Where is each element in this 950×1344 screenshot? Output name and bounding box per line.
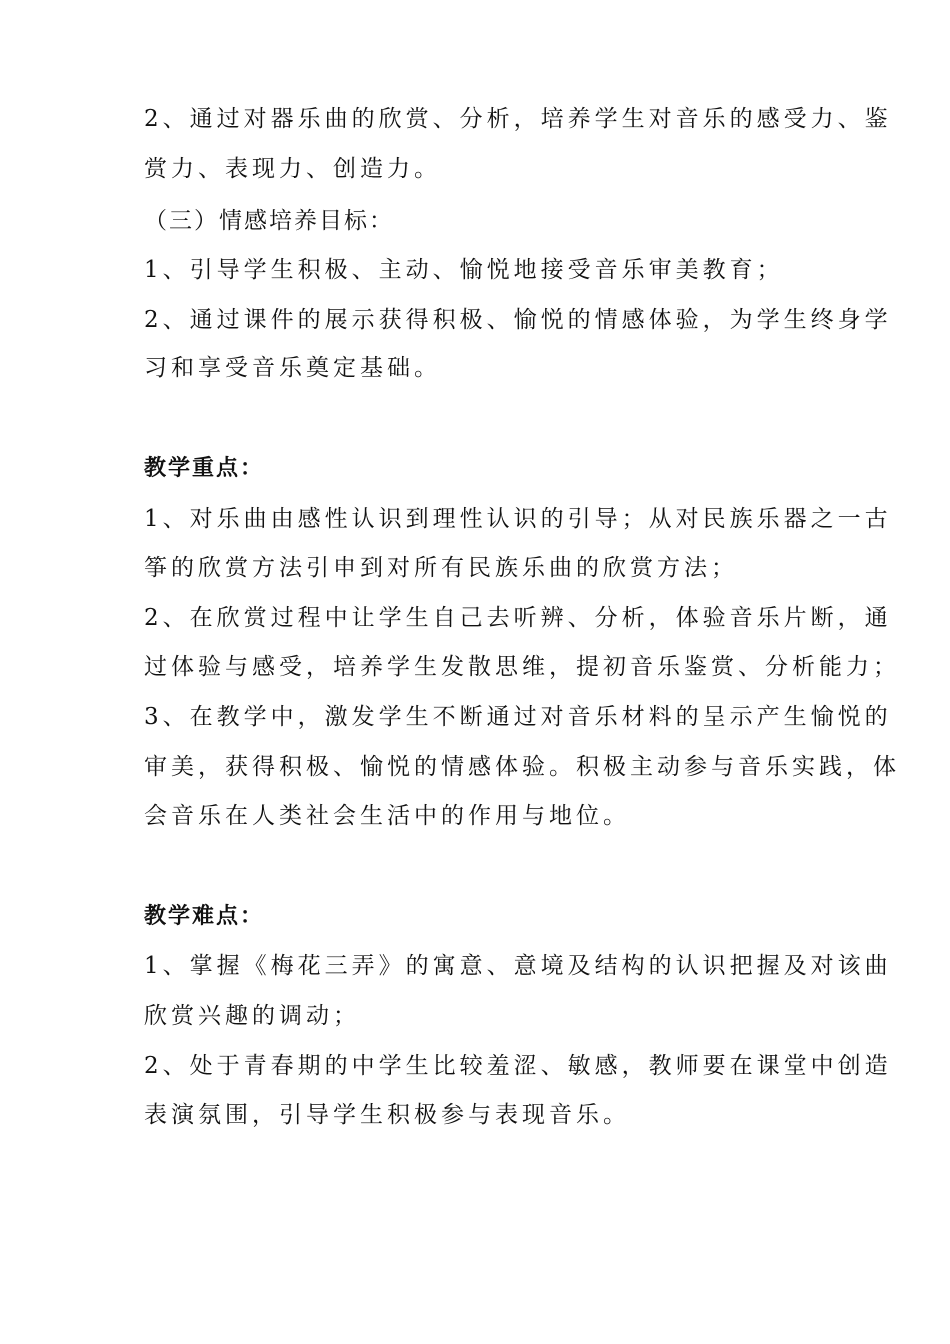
emotion-item-2-line-1: 2、通过课件的展示获得积极、愉悦的情感体验，为学生终身学 — [144, 307, 892, 333]
difficult-point-1-line-1: 1、掌握《梅花三弄》的寓意、意境及结构的认识把握及对该曲 — [144, 953, 892, 979]
key-point-2-line-1: 2、在欣赏过程中让学生自己去听辨、分析，体验音乐片断，通 — [144, 605, 892, 631]
key-points-heading: 教学重点： — [144, 456, 265, 481]
key-point-2-line-2: 过体验与感受，培养学生发散思维，提初音乐鉴赏、分析能力； — [144, 654, 900, 680]
difficult-point-2-line-2: 表演氛围，引导学生积极参与表现音乐。 — [144, 1102, 630, 1128]
skill-item-2-line-2: 赏力、表现力、创造力。 — [144, 156, 441, 182]
emotion-item-1: 1、引导学生积极、主动、愉悦地接受音乐审美教育； — [144, 257, 784, 283]
difficult-point-1-line-2: 欣赏兴趣的调动； — [144, 1003, 360, 1029]
emotion-item-2-line-2: 习和享受音乐奠定基础。 — [144, 355, 441, 381]
key-point-1-line-1: 1、对乐曲由感性认识到理性认识的引导；从对民族乐器之一古 — [144, 506, 892, 532]
skill-item-2-line-1: 2、通过对器乐曲的欣赏、分析，培养学生对音乐的感受力、鉴 — [144, 106, 892, 132]
difficult-point-2-line-1: 2、处于青春期的中学生比较羞涩、敏感，教师要在课堂中创造 — [144, 1053, 892, 1079]
key-point-3-line-2: 审美，获得积极、愉悦的情感体验。积极主动参与音乐实践，体 — [144, 754, 900, 780]
key-point-3-line-3: 会音乐在人类社会生活中的作用与地位。 — [144, 803, 630, 829]
emotion-objectives-heading: （三）情感培养目标： — [144, 208, 394, 234]
key-point-1-line-2: 筝的欣赏方法引申到对所有民族乐曲的欣赏方法； — [144, 555, 738, 581]
key-point-3-line-1: 3、在教学中，激发学生不断通过对音乐材料的呈示产生愉悦的 — [144, 704, 892, 730]
difficult-points-heading: 教学难点： — [144, 904, 265, 929]
